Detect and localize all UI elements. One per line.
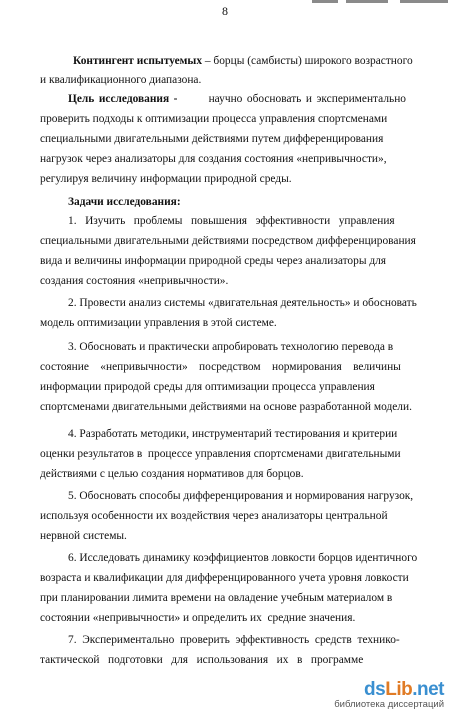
task-4-line: действиями с целью создания нормативов для борцов. — [40, 468, 304, 480]
task-6-line: при планировании лимита времени на овладение учебным материалом в — [40, 592, 393, 604]
task-4-line: 4. Разработать методики, инструментарий тестирования и критерии — [68, 428, 398, 440]
task-3-line: спортсменами двигательными действиями на основе разработанной модели. — [40, 401, 412, 413]
task-3-line: информации природой среды для оптимизации процесса управления — [40, 381, 375, 393]
task-5-line: используя особенности их воздействия через анализаторы центральной — [40, 510, 388, 522]
dslib-logo: dsLib.net — [364, 679, 444, 700]
goal-paragraph-line: нагрузок через анализаторы для создания состояния «непривычности», — [40, 153, 387, 165]
dslib-watermark — [328, 679, 444, 711]
task-1-line: 1. Изучить проблемы повышения эффективности управления — [68, 215, 395, 227]
task-3-line: 3. Обосновать и практически апробировать технологию перевода в — [68, 341, 394, 353]
goal-paragraph-line: специальными двигательными действиями путем дифференцирования — [40, 133, 384, 145]
contingent-paragraph-line-2: и квалификационного диапазона. — [40, 74, 202, 86]
contingent-paragraph-line-1 — [73, 54, 413, 68]
task-1-line: вида и величины информации природной среды через анализаторы для — [40, 255, 387, 267]
task-7-line: тактической подготовки для использования их в программе — [40, 654, 364, 666]
goal-label: Цель исследования - — [68, 93, 178, 105]
task-6-line: состоянии «непривычности» и определить их средние значения. — [40, 612, 356, 624]
goal-paragraph-line-1 — [68, 92, 406, 106]
task-4-line: оценки результатов в процессе управления спортсменами двигательными — [40, 448, 401, 460]
task-1-line: специальными двигательными действиями посредством дифференцирования — [40, 235, 416, 247]
contingent-text: – борцы (самбисты) широкого возрастного — [202, 55, 413, 67]
contingent-label: Контингент испытуемых — [73, 55, 203, 67]
dslib-tagline: библиотека диссертаций — [334, 699, 444, 710]
goal-text: научно обосновать и экспериментально — [208, 93, 406, 105]
scan-edge-marks — [0, 0, 450, 3]
goal-paragraph-line: регулируя величину информации природной среды. — [40, 173, 292, 185]
task-6-line: возраста и квалификации для дифференцированного учета уровня ловкости — [40, 572, 409, 584]
tasks-heading: Задачи исследования: — [68, 196, 181, 208]
task-5-line: 5. Обосновать способы дифференцирования и нормирования нагрузок, — [68, 490, 414, 502]
task-5-line: нервной системы. — [40, 530, 127, 542]
task-7-line: 7. Экспериментально проверить эффективность средств технико- — [68, 634, 400, 646]
goal-paragraph-line: проверить подходы к оптимизации процесса управления спортсменами — [40, 113, 388, 125]
task-2-line: 2. Провести анализ системы «двигательная деятельность» и обосновать — [68, 297, 417, 309]
task-2-line: модель оптимизации управления в этой системе. — [40, 317, 277, 329]
task-6-line: 6. Исследовать динамику коэффициентов ловкости борцов идентичного — [68, 552, 418, 564]
page-number: 8 — [222, 4, 228, 18]
task-1-line: создания состояния «непривычности». — [40, 275, 229, 287]
task-3-line: состояние «непривычности» посредством нормирования величины — [40, 361, 401, 373]
